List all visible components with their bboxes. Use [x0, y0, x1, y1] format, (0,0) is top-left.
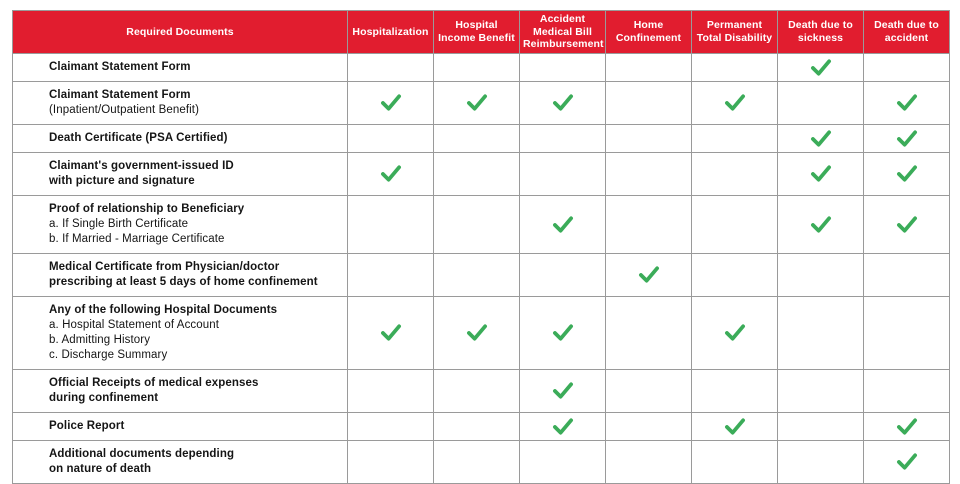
table-row [13, 253, 950, 296]
document-title-line: Proof of relationship to Beneficiary [49, 202, 245, 215]
green-check-icon [895, 215, 919, 234]
document-name-cell [13, 53, 348, 81]
document-title-line: Claimant's government-issued ID [49, 159, 234, 172]
green-check-icon [379, 93, 403, 112]
green-check-icon [809, 215, 833, 234]
document-name-cell [13, 412, 348, 440]
green-check-icon [551, 323, 575, 342]
check-cell [348, 296, 434, 369]
empty-cell [606, 152, 692, 195]
empty-cell [606, 440, 692, 483]
empty-cell [348, 53, 434, 81]
document-detail-line: b. Admitting History [49, 333, 151, 346]
check-cell [864, 124, 950, 152]
check-cell [864, 195, 950, 253]
document-name-cell [13, 296, 348, 369]
check-cell [520, 195, 606, 253]
empty-cell [520, 440, 606, 483]
green-check-icon [723, 323, 747, 342]
empty-cell [606, 81, 692, 124]
document-title-line: Police Report [49, 419, 125, 432]
empty-cell [434, 253, 520, 296]
green-check-icon [895, 129, 919, 148]
empty-cell [864, 53, 950, 81]
document-title-line: Claimant Statement Form [49, 60, 191, 73]
empty-cell [348, 253, 434, 296]
check-cell [434, 81, 520, 124]
table-row [13, 296, 950, 369]
empty-cell [434, 124, 520, 152]
empty-cell [778, 440, 864, 483]
green-check-icon [465, 323, 489, 342]
empty-cell [692, 440, 778, 483]
green-check-icon [551, 93, 575, 112]
empty-cell [434, 53, 520, 81]
check-cell [864, 440, 950, 483]
empty-cell [864, 253, 950, 296]
document-detail-line: a. Hospital Statement of Account [49, 318, 220, 331]
green-check-icon [465, 93, 489, 112]
column-header-benefit-3: Accident Medical Bill Reimbursement [520, 11, 606, 54]
green-check-icon [379, 323, 403, 342]
empty-cell [778, 81, 864, 124]
check-cell [520, 296, 606, 369]
table-row [13, 152, 950, 195]
green-check-icon [809, 129, 833, 148]
check-cell [778, 124, 864, 152]
check-cell [348, 152, 434, 195]
green-check-icon [551, 417, 575, 436]
empty-cell [520, 124, 606, 152]
document-name-cell [13, 440, 348, 483]
green-check-icon [723, 93, 747, 112]
green-check-icon [637, 265, 661, 284]
check-cell [778, 53, 864, 81]
document-detail-line: b. If Married - Marriage Certificate [49, 232, 225, 245]
empty-cell [606, 124, 692, 152]
table-row [13, 440, 950, 483]
table-row [13, 124, 950, 152]
table-row [13, 81, 950, 124]
green-check-icon [723, 417, 747, 436]
empty-cell [348, 440, 434, 483]
empty-cell [434, 152, 520, 195]
column-header-benefit-6: Death due to sickness [778, 11, 864, 54]
empty-cell [520, 253, 606, 296]
empty-cell [864, 369, 950, 412]
table-body [13, 53, 950, 483]
document-title-line: Official Receipts of medical expenses [49, 376, 259, 389]
document-name-cell [13, 152, 348, 195]
document-title-line: Medical Certificate from Physician/doctor [49, 260, 280, 273]
empty-cell [692, 369, 778, 412]
document-title-line: Additional documents depending [49, 447, 235, 460]
document-title-line: Any of the following Hospital Documents [49, 303, 278, 316]
column-header-benefit-5: Permanent Total Disability [692, 11, 778, 54]
document-title-line: prescribing at least 5 days of home confinement [49, 275, 318, 288]
document-detail-line: (Inpatient/Outpatient Benefit) [49, 103, 200, 116]
table-header [13, 11, 950, 54]
document-detail-line: a. If Single Birth Certificate [49, 217, 189, 230]
document-title-line: during confinement [49, 391, 159, 404]
empty-cell [692, 53, 778, 81]
check-cell [864, 152, 950, 195]
empty-cell [864, 296, 950, 369]
empty-cell [434, 412, 520, 440]
table-row [13, 195, 950, 253]
check-cell [692, 81, 778, 124]
column-header-benefit-4: Home Confinement [606, 11, 692, 54]
empty-cell [348, 412, 434, 440]
empty-cell [778, 412, 864, 440]
check-cell [864, 81, 950, 124]
empty-cell [348, 369, 434, 412]
empty-cell [606, 412, 692, 440]
empty-cell [434, 369, 520, 412]
document-title-line: Claimant Statement Form [49, 88, 191, 101]
table-row [13, 369, 950, 412]
green-check-icon [895, 452, 919, 471]
empty-cell [692, 195, 778, 253]
empty-cell [348, 124, 434, 152]
document-name-cell [13, 81, 348, 124]
empty-cell [606, 369, 692, 412]
table-row [13, 53, 950, 81]
empty-cell [606, 296, 692, 369]
empty-cell [348, 195, 434, 253]
green-check-icon [809, 164, 833, 183]
document-name-cell [13, 369, 348, 412]
column-header-benefit-2: Hospital Income Benefit [434, 11, 520, 54]
check-cell [778, 152, 864, 195]
green-check-icon [551, 381, 575, 400]
empty-cell [434, 195, 520, 253]
green-check-icon [379, 164, 403, 183]
check-cell [692, 412, 778, 440]
column-header-benefit-1: Hospitalization [348, 11, 434, 54]
required-documents-table [12, 10, 950, 484]
green-check-icon [895, 417, 919, 436]
green-check-icon [551, 215, 575, 234]
check-cell [606, 253, 692, 296]
column-header-required-documents: Required Documents [13, 11, 348, 54]
empty-cell [778, 253, 864, 296]
green-check-icon [809, 58, 833, 77]
check-cell [692, 296, 778, 369]
empty-cell [778, 296, 864, 369]
empty-cell [606, 53, 692, 81]
green-check-icon [895, 164, 919, 183]
empty-cell [692, 253, 778, 296]
empty-cell [606, 195, 692, 253]
header-row [13, 11, 950, 54]
table-row [13, 412, 950, 440]
empty-cell [692, 152, 778, 195]
check-cell [520, 369, 606, 412]
document-name-cell [13, 253, 348, 296]
empty-cell [692, 124, 778, 152]
document-name-cell [13, 195, 348, 253]
check-cell [778, 195, 864, 253]
check-cell [434, 296, 520, 369]
check-cell [864, 412, 950, 440]
empty-cell [434, 440, 520, 483]
document-title-line: Death Certificate (PSA Certified) [49, 131, 228, 144]
green-check-icon [895, 93, 919, 112]
column-header-benefit-7: Death due to accident [864, 11, 950, 54]
document-name-cell [13, 124, 348, 152]
empty-cell [520, 53, 606, 81]
document-detail-line: c. Discharge Summary [49, 348, 168, 361]
check-cell [520, 81, 606, 124]
document-title-line: on nature of death [49, 462, 152, 475]
empty-cell [778, 369, 864, 412]
check-cell [348, 81, 434, 124]
document-title-line: with picture and signature [49, 174, 195, 187]
check-cell [520, 412, 606, 440]
empty-cell [520, 152, 606, 195]
